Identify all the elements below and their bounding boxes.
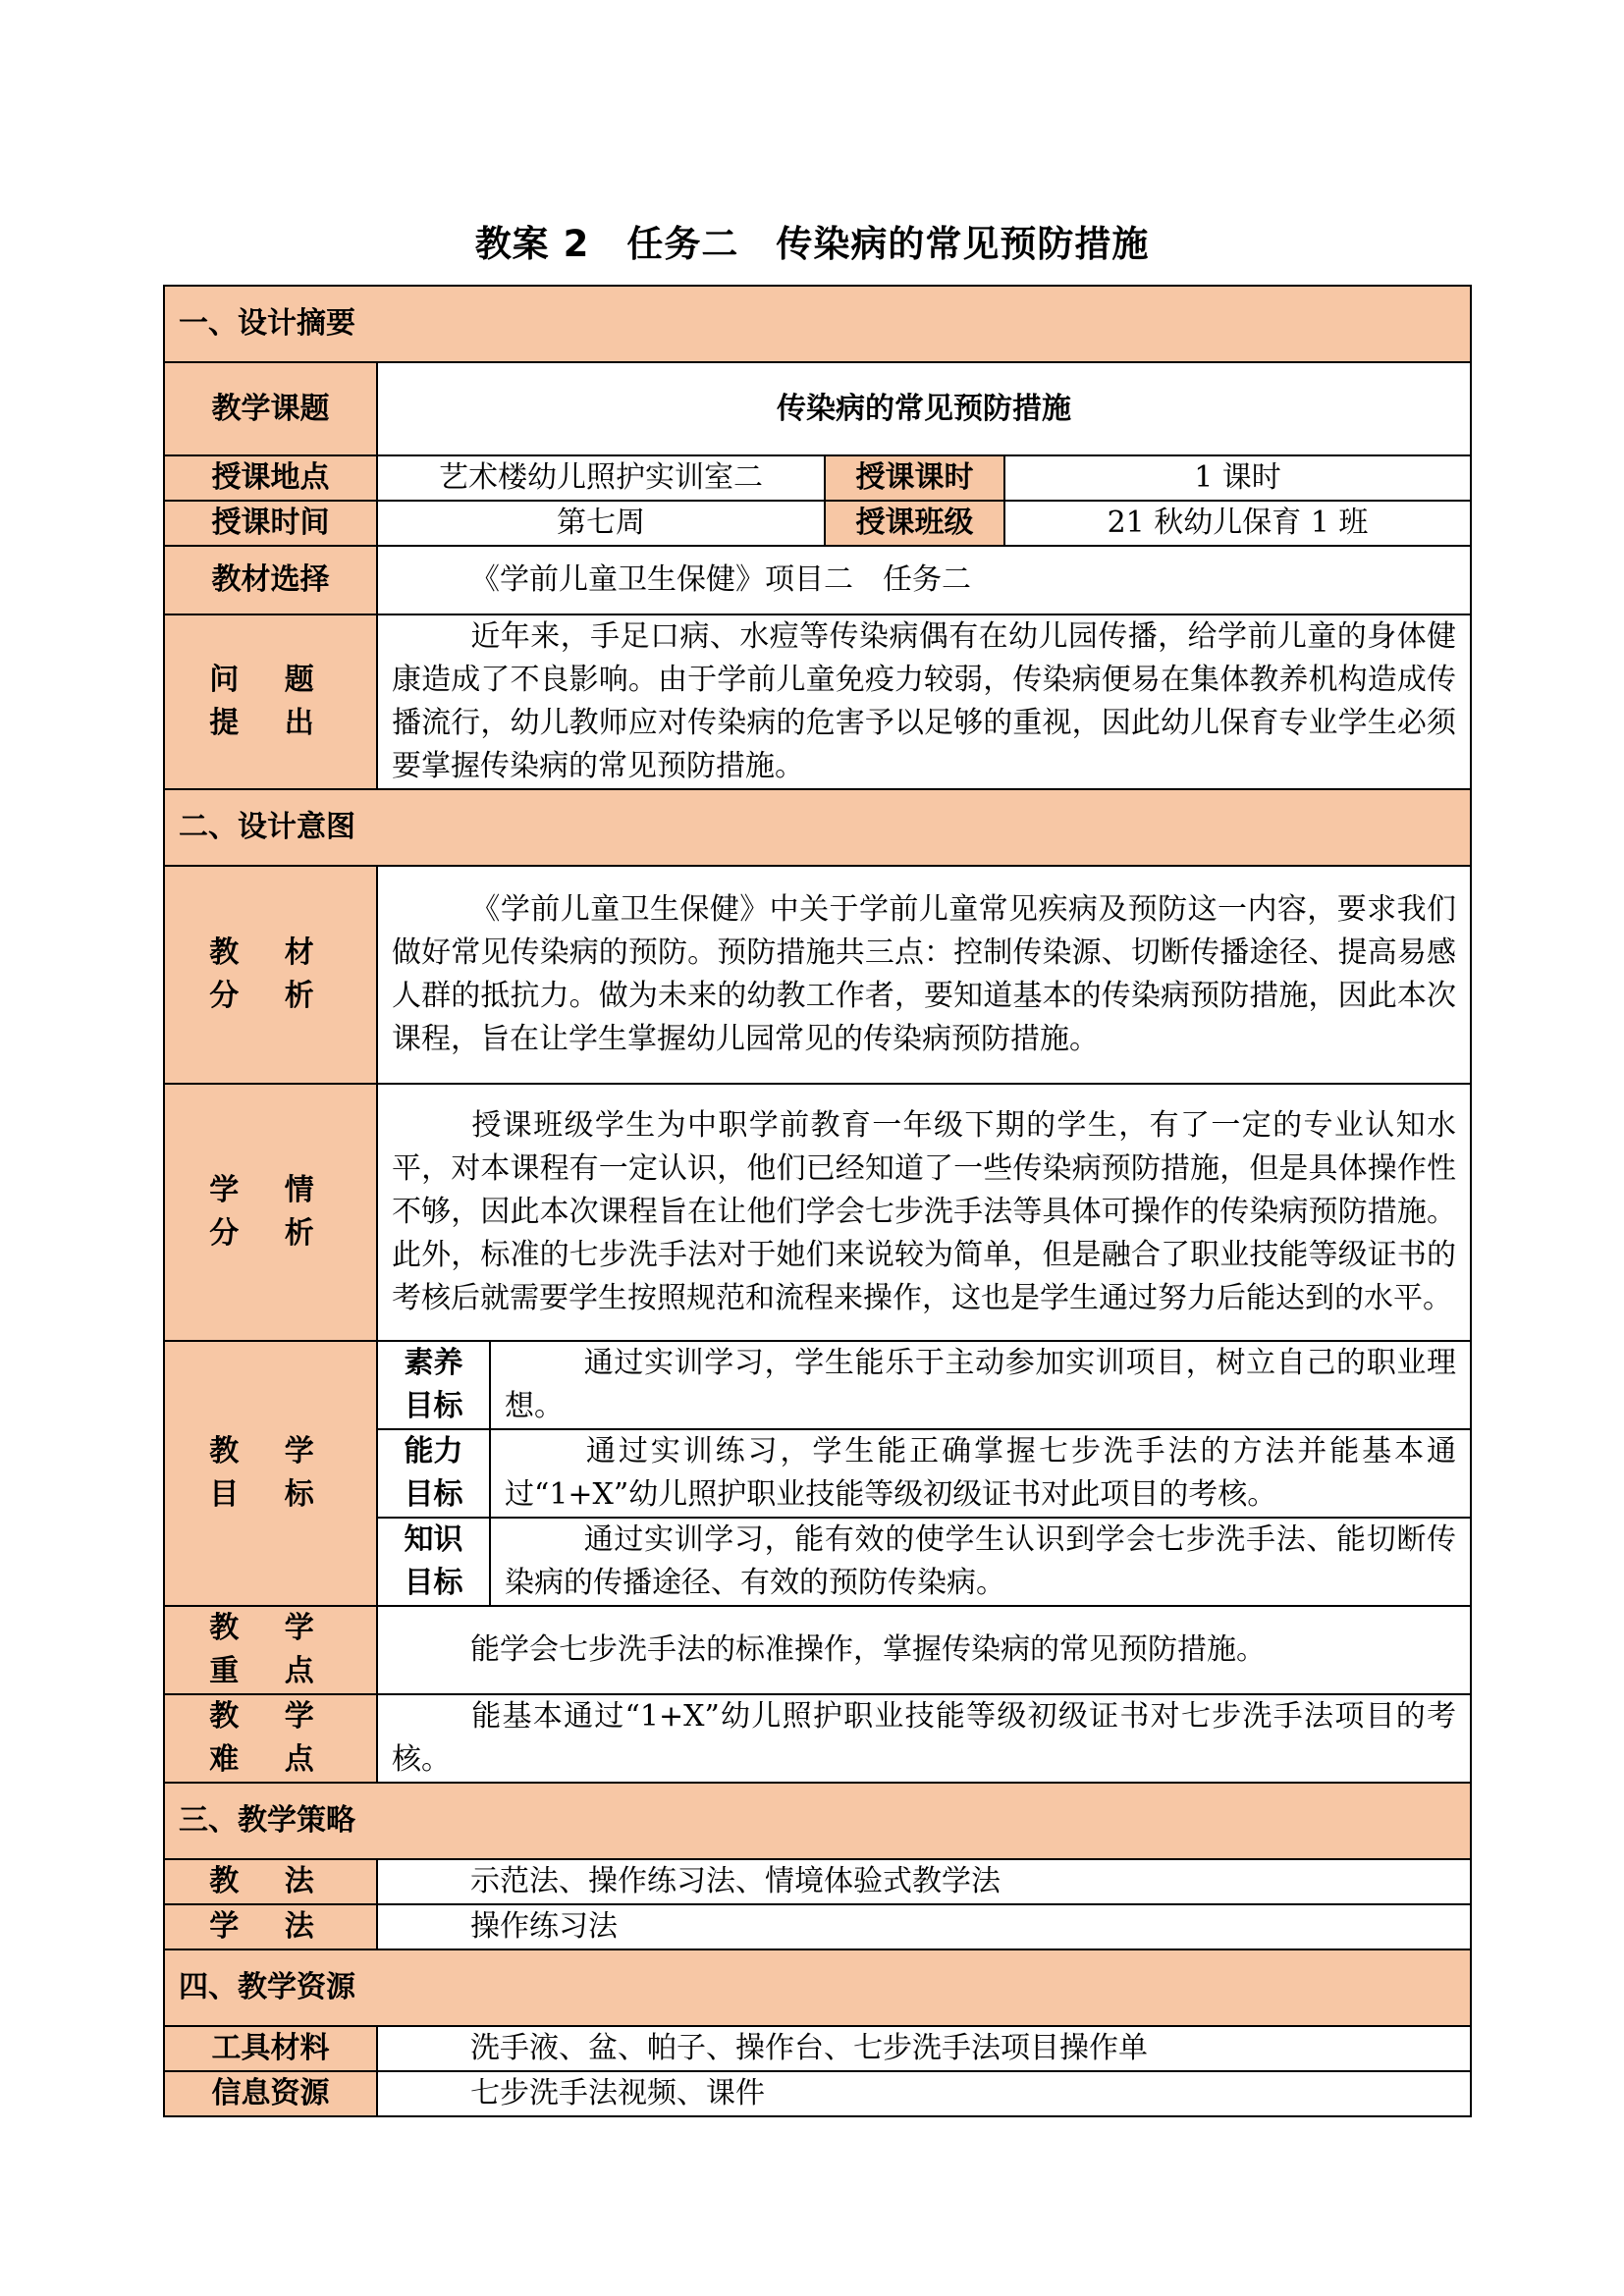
- difficulty-row: [164, 1694, 1471, 1783]
- section-header-row: [164, 1949, 1471, 2026]
- info-row: [164, 2071, 1471, 2116]
- goal-sub-label: [377, 1341, 490, 1429]
- lesson-plan-table: [163, 285, 1472, 2117]
- teach-method-cell: [377, 1859, 1471, 1904]
- goals-label-line2: 目 标: [209, 1477, 332, 1512]
- students-cell: [377, 1084, 1471, 1341]
- problem-text: 近年来，手足口病、水痘等传染病偶有在幼儿园传播，给学前儿童的身体健康造成了不良影响。由于学前儿童免疫力较弱，传染病便易在集体教养机构造成传播流行，幼儿教师应对传染病的危害予以足够的重视，因此幼儿保育专业学生必须要掌握传染病的常见预防措施。: [392, 619, 1456, 783]
- goal-text: 通过实训练习，学生能正确掌握七步洗手法的方法并能基本通过“1+X”幼儿照护职业技能等级初级证书对此项目的考核。: [505, 1434, 1456, 1512]
- learn-method-row: [164, 1904, 1471, 1949]
- textbook-row: [164, 546, 1471, 614]
- textbook-text: 《学前儿童卫生保健》项目二 任务二: [470, 562, 971, 597]
- time-label: 授课时间: [164, 501, 377, 546]
- difficulty-label-line2: 难 点: [209, 1742, 332, 1777]
- goal-sub-label: [377, 1429, 490, 1518]
- key-row: [164, 1606, 1471, 1694]
- location-label: 授课地点: [164, 455, 377, 501]
- topic-label: 教学课题: [164, 362, 377, 455]
- students-row: [164, 1084, 1471, 1341]
- section2-heading: 二、设计意图: [164, 789, 1471, 866]
- goal-sub-label-line2: 目标: [404, 1389, 463, 1423]
- goal-sub-label-line1: 知识: [404, 1522, 463, 1557]
- problem-label: [164, 614, 377, 789]
- goals-label-line1: 教 学: [209, 1434, 332, 1468]
- material-cell: [377, 866, 1471, 1084]
- difficulty-label-line1: 教 学: [209, 1699, 332, 1734]
- learn-method-cell: [377, 1904, 1471, 1949]
- teach-method-label: 教 法: [164, 1859, 377, 1904]
- problem-row: [164, 614, 1471, 789]
- class-label: 授课班级: [825, 501, 1004, 546]
- goal-row: [164, 1341, 1471, 1429]
- teach-method-row: [164, 1859, 1471, 1904]
- goals-label: [164, 1341, 377, 1606]
- info-cell: [377, 2071, 1471, 2116]
- material-label-line1: 教 材: [209, 935, 332, 970]
- key-text: 能学会七步洗手法的标准操作，掌握传染病的常见预防措施。: [470, 1632, 1266, 1667]
- section4-heading: 四、教学资源: [164, 1949, 1471, 2026]
- difficulty-label: [164, 1694, 377, 1783]
- goal-sub-label-line1: 能力: [404, 1434, 463, 1468]
- students-text: 授课班级学生为中职学前教育一年级下期的学生，有了一定的专业认知水平，对本课程有一定认识，他们已经知道了一些传染病预防措施，但是具体操作性不够，因此本次课程旨在让他们学会七步洗手法等具体可操作的传染病预防措施。此外，标准的七步洗手法对于她们来说较为简单，但是融合了职业技能等级证书的考核后就需要学生按照规范和流程来操作，这也是学生通过努力后能达到的水平。: [392, 1108, 1456, 1315]
- difficulty-text: 能基本通过“1+X”幼儿照护职业技能等级初级证书对七步洗手法项目的考核。: [392, 1699, 1456, 1777]
- material-text: 《学前儿童卫生保健》中关于学前儿童常见疾病及预防这一内容，要求我们做好常见传染病的预防。预防措施共三点：控制传染源、切断传播途径、提高易感人群的抵抗力。做为未来的幼教工作者，要知道基本的传染病预防措施，因此本次课程，旨在让学生掌握幼儿园常见的传染病预防措施。: [392, 892, 1456, 1056]
- difficulty-cell: [377, 1694, 1471, 1783]
- goal-text: 通过实训学习，能有效的使学生认识到学会七步洗手法、能切断传染病的传播途径、有效的预防传染病。: [505, 1522, 1456, 1600]
- location-value: 艺术楼幼儿照护实训室二: [377, 455, 825, 501]
- students-label-line2: 分 析: [209, 1216, 332, 1251]
- document-title: 教案 2 任务二 传染病的常见预防措施: [474, 223, 1150, 265]
- problem-cell: [377, 614, 1471, 789]
- tools-cell: [377, 2026, 1471, 2071]
- key-cell: [377, 1606, 1471, 1694]
- section3-heading: 三、教学策略: [164, 1783, 1471, 1859]
- hours-value: 1 课时: [1004, 455, 1471, 501]
- material-row: [164, 866, 1471, 1084]
- section-header-row: [164, 286, 1471, 362]
- goal-text-cell: [490, 1518, 1471, 1606]
- tools-row: [164, 2026, 1471, 2071]
- material-label: [164, 866, 377, 1084]
- problem-label-line2: 提 出: [209, 706, 332, 740]
- goal-text-cell: [490, 1429, 1471, 1518]
- key-label: [164, 1606, 377, 1694]
- section-header-row: [164, 1783, 1471, 1859]
- learn-method-label: 学 法: [164, 1904, 377, 1949]
- class-value: 21 秋幼儿保育 1 班: [1004, 501, 1471, 546]
- time-value: 第七周: [377, 501, 825, 546]
- key-label-line1: 教 学: [209, 1611, 332, 1645]
- goal-text: 通过实训学习，学生能乐于主动参加实训项目，树立自己的职业理想。: [505, 1346, 1456, 1423]
- info-label: 信息资源: [164, 2071, 377, 2116]
- info-value: 七步洗手法视频、课件: [470, 2076, 765, 2110]
- topic-row: [164, 362, 1471, 455]
- topic-value: 传染病的常见预防措施: [377, 362, 1471, 455]
- key-label-line2: 重 点: [209, 1654, 332, 1688]
- students-label: [164, 1084, 377, 1341]
- goal-sub-label-line2: 目标: [404, 1477, 463, 1512]
- teach-method-value: 示范法、操作练习法、情境体验式教学法: [470, 1864, 1001, 1898]
- material-label-line2: 分 析: [209, 979, 332, 1013]
- learn-method-value: 操作练习法: [470, 1909, 618, 1944]
- goal-text-cell: [490, 1341, 1471, 1429]
- textbook-label: 教材选择: [164, 546, 377, 614]
- hours-label: 授课课时: [825, 455, 1004, 501]
- goal-sub-label: [377, 1518, 490, 1606]
- goal-sub-label-line1: 素养: [404, 1346, 463, 1380]
- tools-value: 洗手液、盆、帕子、操作台、七步洗手法项目操作单: [470, 2031, 1148, 2065]
- problem-label-line1: 问 题: [209, 663, 332, 697]
- students-label-line1: 学 情: [209, 1173, 332, 1207]
- time-row: [164, 501, 1471, 546]
- tools-label: 工具材料: [164, 2026, 377, 2071]
- section1-heading: 一、设计摘要: [164, 286, 1471, 362]
- goal-sub-label-line2: 目标: [404, 1566, 463, 1600]
- section-header-row: [164, 789, 1471, 866]
- textbook-value: [377, 546, 1471, 614]
- location-row: [164, 455, 1471, 501]
